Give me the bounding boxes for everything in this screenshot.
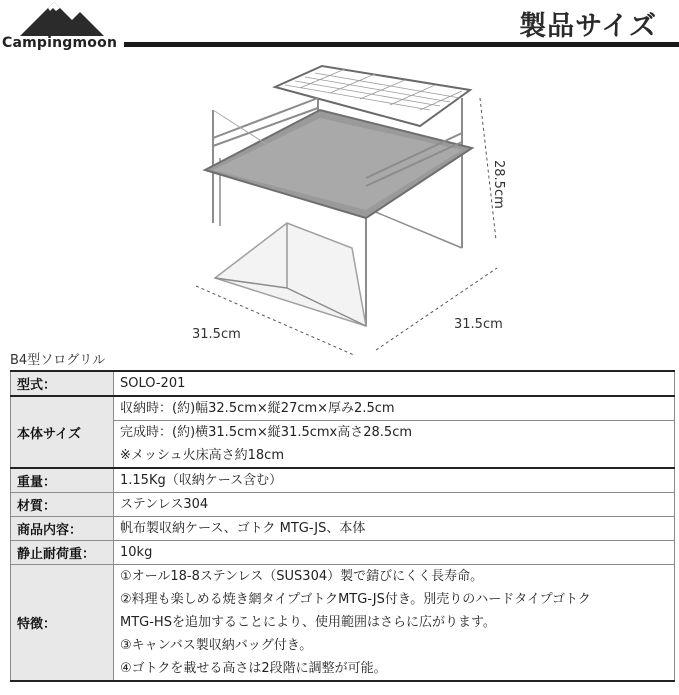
spec-row-load [11,541,675,565]
spec-value: 1.15Kg（収納ケース含む） [114,468,675,493]
depth-dimension-label: 31.5cm [454,317,503,332]
spec-label: 型式： [11,371,114,396]
spec-value: 10kg [114,541,675,565]
brand-name: Campingmoon [2,35,118,51]
spec-value: 帆布製収納ケース、ゴトク MTG-JS、本体 [114,517,675,541]
spec-value: 収納時：(約)幅32.5cm×縦27cm×厚み2.5cm [114,396,675,421]
width-dimension-label: 31.5cm [192,327,241,342]
spec-label: 商品内容： [11,517,114,541]
height-dimension-label: 28.5cm [491,160,506,209]
spec-label: 材質： [11,493,114,517]
mountain-logo-icon [20,0,104,36]
spec-table [10,370,675,682]
spec-label: 本体サイズ [11,396,114,468]
grill-drawing [205,66,472,326]
product-illustration [0,58,679,358]
spec-row-size-stored [11,396,675,421]
spec-value: SOLO-201 [114,371,675,396]
spec-label: 重量： [11,468,114,493]
spec-row-material [11,493,675,517]
spec-row-weight [11,468,675,493]
spec-label: 静止耐荷重： [11,541,114,565]
page-title: 製品サイズ [519,11,657,42]
model-caption: B4型ソログリル [10,353,106,368]
spec-value: ①オール18-8ステンレス（SUS304）製で錆びにくく長寿命。 ②料理も楽しめる焼き網タイプゴトクMTG-JS付き。別売りのハードタイプゴトク MTG-HSを追加することにより、使用範囲はさらに広がります。 ③キャンバス製収納バッグ付き。 ④ゴトクを載せる高さは2段階に調整が可能。 [114,565,675,682]
spec-label: 特徴： [11,565,114,682]
brand-logo [2,0,120,56]
spec-value: ステンレス304 [114,493,675,517]
spec-row-features [11,565,675,682]
spec-row-model [11,371,675,396]
spec-row-contents [11,517,675,541]
spec-value: 完成時：(約)横31.5cm×縦31.5cmx高さ28.5cm ※メッシュ火床高さ約18cm [114,421,675,469]
